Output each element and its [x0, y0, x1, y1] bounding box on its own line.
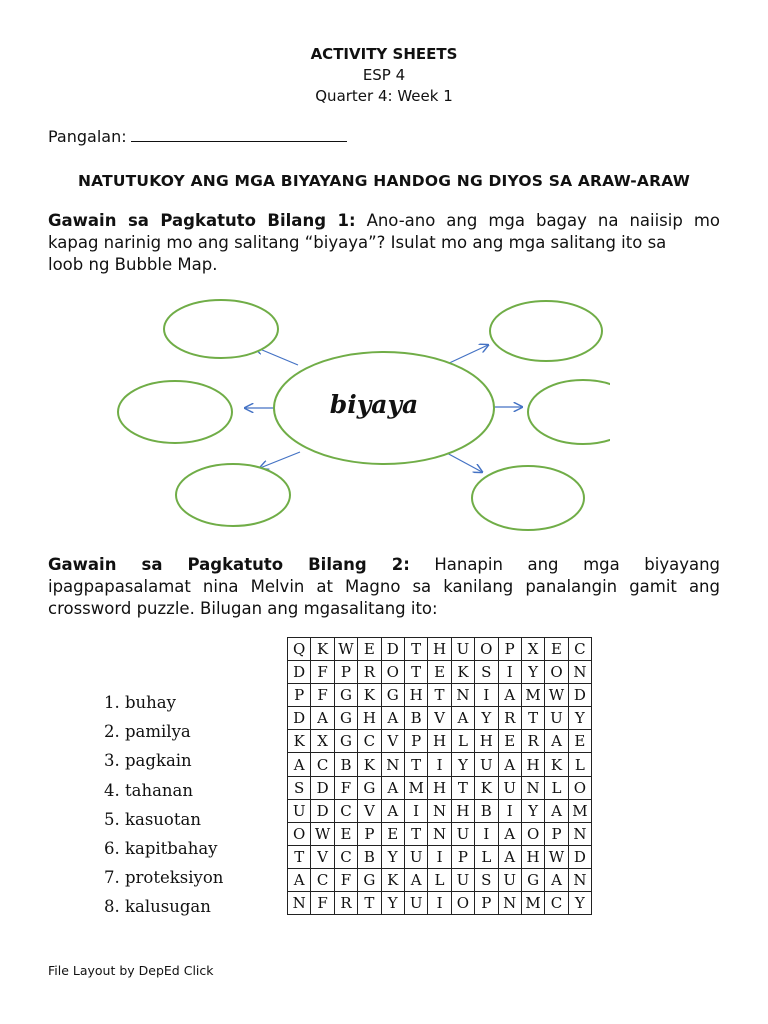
puzzle-letter[interactable]: S — [475, 661, 498, 684]
lesson-title: NATUTUKOY ANG MGA BIYAYANG HANDOG NG DIYOS SA ARAW-ARAW — [77, 172, 691, 190]
puzzle-letter[interactable]: G — [358, 776, 381, 799]
puzzle-letter[interactable]: L — [475, 845, 498, 868]
puzzle-letter[interactable]: K — [288, 730, 311, 753]
puzzle-letter[interactable]: L — [451, 730, 474, 753]
puzzle-letter[interactable]: K — [545, 753, 568, 776]
puzzle-letter[interactable]: V — [428, 707, 451, 730]
list-item: 1. buhay — [104, 693, 176, 712]
puzzle-letter[interactable]: K — [381, 868, 404, 891]
puzzle-letter[interactable]: E — [334, 822, 357, 845]
table-row — [288, 822, 592, 845]
puzzle-letter[interactable]: A — [288, 753, 311, 776]
puzzle-letter[interactable]: T — [288, 845, 311, 868]
table-row — [288, 799, 592, 822]
puzzle-letter[interactable]: N — [288, 892, 311, 915]
table-row — [288, 684, 592, 707]
puzzle-letter[interactable]: F — [334, 868, 357, 891]
puzzle-letter[interactable]: H — [404, 684, 427, 707]
puzzle-letter[interactable]: Y — [568, 707, 591, 730]
table-row — [288, 707, 592, 730]
puzzle-letter[interactable]: F — [311, 892, 334, 915]
puzzle-letter[interactable]: K — [451, 661, 474, 684]
puzzle-letter[interactable]: N — [498, 892, 521, 915]
puzzle-letter[interactable]: T — [428, 684, 451, 707]
activity1-text-line1: Ano-ano ang mga bagay na naiisip mo — [366, 211, 720, 230]
puzzle-letter[interactable]: F — [311, 661, 334, 684]
activity2-label: Gawain sa Pagkatuto Bilang 2 — [48, 555, 404, 574]
activity1-label: Gawain sa Pagkatuto Bilang 1 — [48, 211, 349, 230]
name-field-row — [48, 127, 347, 146]
puzzle-letter[interactable]: A — [498, 822, 521, 845]
puzzle-letter[interactable]: X — [311, 730, 334, 753]
sheet-subject: ESP 4 — [362, 66, 406, 84]
puzzle-letter[interactable]: P — [498, 638, 521, 661]
puzzle-letter[interactable]: G — [381, 684, 404, 707]
table-row — [288, 845, 592, 868]
puzzle-letter[interactable]: A — [451, 707, 474, 730]
name-blank-line — [131, 127, 347, 142]
puzzle-letter[interactable]: R — [334, 892, 357, 915]
puzzle-letter[interactable]: N — [428, 799, 451, 822]
puzzle-letter[interactable]: I — [498, 799, 521, 822]
puzzle-letter[interactable]: A — [498, 845, 521, 868]
puzzle-letter[interactable]: H — [428, 776, 451, 799]
puzzle-letter[interactable]: H — [451, 799, 474, 822]
puzzle-letter[interactable]: O — [568, 776, 591, 799]
word-list — [104, 688, 223, 922]
bubble-bottom-right — [472, 466, 584, 530]
puzzle-letter[interactable]: B — [404, 707, 427, 730]
puzzle-letter[interactable]: F — [311, 684, 334, 707]
puzzle-letter[interactable]: T — [404, 822, 427, 845]
puzzle-letter[interactable]: M — [521, 892, 544, 915]
document-header — [0, 44, 768, 107]
bubble-right — [528, 380, 610, 444]
puzzle-letter[interactable]: L — [428, 868, 451, 891]
table-row — [288, 776, 592, 799]
puzzle-letter[interactable]: U — [288, 799, 311, 822]
puzzle-letter[interactable]: C — [568, 638, 591, 661]
puzzle-letter[interactable]: T — [404, 638, 427, 661]
puzzle-letter[interactable]: U — [498, 868, 521, 891]
puzzle-letter[interactable]: Y — [521, 661, 544, 684]
puzzle-letter[interactable]: H — [358, 707, 381, 730]
sheet-title: ACTIVITY SHEETS — [310, 45, 458, 63]
puzzle-letter[interactable]: K — [358, 684, 381, 707]
puzzle-letter[interactable]: P — [358, 822, 381, 845]
puzzle-letter[interactable]: O — [475, 638, 498, 661]
puzzle-letter[interactable]: H — [521, 845, 544, 868]
puzzle-letter[interactable]: K — [311, 638, 334, 661]
puzzle-letter[interactable]: Y — [381, 845, 404, 868]
puzzle-letter[interactable]: K — [358, 753, 381, 776]
puzzle-letter[interactable]: Q — [288, 638, 311, 661]
puzzle-letter[interactable]: N — [428, 822, 451, 845]
puzzle-letter[interactable]: T — [358, 892, 381, 915]
puzzle-letter[interactable]: B — [334, 753, 357, 776]
puzzle-letter[interactable]: I — [404, 799, 427, 822]
puzzle-letter[interactable]: X — [521, 638, 544, 661]
activity1-text-line2: kapag narinig mo ang salitang “biyaya”? Isulat mo ang mga salitang ito sa — [48, 233, 667, 252]
puzzle-letter[interactable]: C — [334, 845, 357, 868]
puzzle-letter[interactable]: W — [311, 822, 334, 845]
puzzle-letter[interactable]: M — [521, 684, 544, 707]
puzzle-letter[interactable]: H — [475, 730, 498, 753]
puzzle-letter[interactable]: E — [381, 822, 404, 845]
puzzle-letter[interactable]: D — [288, 661, 311, 684]
puzzle-letter[interactable]: G — [334, 684, 357, 707]
puzzle-letter[interactable]: W — [545, 845, 568, 868]
puzzle-letter[interactable]: A — [288, 868, 311, 891]
puzzle-letter[interactable]: T — [404, 661, 427, 684]
bubble-top-right — [490, 301, 602, 361]
puzzle-letter[interactable]: K — [475, 776, 498, 799]
puzzle-letter[interactable]: B — [358, 845, 381, 868]
activity1-text-line3: loob ng Bubble Map. — [48, 255, 218, 274]
bubble-map — [110, 285, 610, 535]
name-label: Pangalan: — [48, 127, 127, 146]
puzzle-letter[interactable]: L — [568, 753, 591, 776]
puzzle-letter[interactable]: E — [545, 638, 568, 661]
puzzle-letter[interactable]: A — [311, 707, 334, 730]
arrow-top-right — [445, 345, 488, 365]
puzzle-letter[interactable]: M — [568, 799, 591, 822]
puzzle-letter[interactable]: G — [334, 707, 357, 730]
puzzle-letter[interactable]: S — [475, 868, 498, 891]
puzzle-letter[interactable]: P — [334, 661, 357, 684]
puzzle-letter[interactable]: H — [521, 753, 544, 776]
activity2-text-line3: crossword puzzle. Bilugan ang mgasalitang ito: — [48, 599, 438, 618]
puzzle-letter[interactable]: D — [311, 776, 334, 799]
list-item: 4. tahanan — [104, 780, 194, 800]
puzzle-letter[interactable]: A — [381, 707, 404, 730]
puzzle-letter[interactable]: E — [498, 730, 521, 753]
puzzle-letter[interactable]: U — [498, 776, 521, 799]
puzzle-letter[interactable]: T — [404, 753, 427, 776]
puzzle-letter[interactable]: Y — [475, 707, 498, 730]
puzzle-letter[interactable]: Y — [451, 753, 474, 776]
puzzle-letter[interactable]: F — [334, 776, 357, 799]
puzzle-letter[interactable]: A — [545, 868, 568, 891]
puzzle-letter[interactable]: I — [428, 845, 451, 868]
bubble-bottom-left — [176, 464, 290, 526]
list-item: 7. proteksiyon — [104, 868, 224, 888]
puzzle-letter[interactable]: Y — [381, 892, 404, 915]
puzzle-letter[interactable]: U — [451, 822, 474, 845]
puzzle-letter[interactable]: I — [475, 684, 498, 707]
bubble-top-left — [164, 300, 278, 358]
puzzle-letter[interactable]: U — [545, 707, 568, 730]
puzzle-letter[interactable]: P — [404, 730, 427, 753]
word-search-grid — [287, 637, 592, 915]
puzzle-letter[interactable]: N — [381, 753, 404, 776]
puzzle-letter[interactable]: U — [451, 638, 474, 661]
puzzle-letter[interactable]: D — [288, 707, 311, 730]
puzzle-letter[interactable]: G — [521, 868, 544, 891]
puzzle-letter[interactable]: C — [311, 868, 334, 891]
list-item: 6. kapitbahay — [104, 838, 218, 858]
puzzle-letter[interactable]: T — [451, 776, 474, 799]
puzzle-letter[interactable]: D — [381, 638, 404, 661]
list-item: 3. pagkain — [104, 751, 192, 771]
arrow-bottom-left — [260, 452, 300, 468]
activity1-paragraph — [48, 210, 720, 276]
puzzle-letter[interactable]: P — [545, 822, 568, 845]
puzzle-letter[interactable]: G — [334, 730, 357, 753]
puzzle-letter[interactable]: H — [428, 730, 451, 753]
puzzle-letter[interactable]: G — [358, 868, 381, 891]
center-word: biyaya — [329, 390, 419, 419]
puzzle-letter[interactable]: V — [311, 845, 334, 868]
table-row — [288, 638, 592, 661]
bubble-left — [118, 381, 232, 443]
puzzle-letter[interactable]: I — [428, 892, 451, 915]
puzzle-letter[interactable]: U — [475, 753, 498, 776]
footer-credit: File Layout by DepEd Click — [48, 963, 214, 978]
table-row — [288, 661, 592, 684]
puzzle-letter[interactable]: M — [404, 776, 427, 799]
puzzle-letter[interactable]: A — [498, 684, 521, 707]
puzzle-letter[interactable]: R — [498, 707, 521, 730]
puzzle-letter[interactable]: U — [404, 892, 427, 915]
puzzle-letter[interactable]: E — [428, 661, 451, 684]
puzzle-letter[interactable]: E — [568, 730, 591, 753]
arrow-bottom-right — [445, 452, 482, 472]
puzzle-letter[interactable]: A — [545, 730, 568, 753]
puzzle-letter[interactable]: H — [428, 638, 451, 661]
puzzle-letter[interactable]: N — [568, 822, 591, 845]
puzzle-letter[interactable]: A — [498, 753, 521, 776]
puzzle-letter[interactable]: E — [358, 638, 381, 661]
table-row — [288, 868, 592, 891]
puzzle-letter[interactable]: Y — [521, 799, 544, 822]
puzzle-letter[interactable]: I — [475, 822, 498, 845]
activity2-text-line2: ipagpapasalamat nina Melvin at Magno sa kanilang panalangin gamit ang — [48, 577, 720, 596]
puzzle-letter[interactable]: U — [404, 845, 427, 868]
puzzle-letter[interactable]: N — [451, 684, 474, 707]
puzzle-letter[interactable]: O — [451, 892, 474, 915]
puzzle-letter[interactable]: L — [545, 776, 568, 799]
list-item: 5. kasuotan — [104, 809, 201, 829]
puzzle-letter[interactable]: R — [358, 661, 381, 684]
puzzle-letter[interactable]: O — [381, 661, 404, 684]
puzzle-letter[interactable]: S — [288, 776, 311, 799]
puzzle-letter[interactable]: U — [451, 868, 474, 891]
puzzle-letter[interactable]: Y — [568, 892, 591, 915]
activity1-line1: Gawain sa Pagkatuto Bilang 1: Ano-ano ang mga bagay na naiisip mo — [48, 211, 720, 230]
puzzle-letter[interactable]: P — [451, 845, 474, 868]
puzzle-letter[interactable]: C — [358, 730, 381, 753]
puzzle-letter[interactable]: N — [521, 776, 544, 799]
table-row — [288, 892, 592, 915]
puzzle-letter[interactable]: C — [334, 799, 357, 822]
puzzle-letter[interactable]: B — [475, 799, 498, 822]
list-item: 2. pamilya — [104, 722, 191, 742]
puzzle-letter[interactable]: A — [404, 868, 427, 891]
table-row — [288, 753, 592, 776]
puzzle-letter[interactable]: D — [568, 684, 591, 707]
puzzle-letter[interactable]: N — [568, 661, 591, 684]
table-row — [288, 730, 592, 753]
puzzle-letter[interactable]: P — [288, 684, 311, 707]
sheet-period: Quarter 4: Week 1 — [315, 87, 453, 105]
puzzle-letter[interactable]: I — [498, 661, 521, 684]
puzzle-letter[interactable]: I — [428, 753, 451, 776]
puzzle-letter[interactable]: W — [545, 684, 568, 707]
puzzle-letter[interactable]: T — [521, 707, 544, 730]
puzzle-letter[interactable]: C — [311, 753, 334, 776]
puzzle-letter[interactable]: D — [311, 799, 334, 822]
puzzle-letter[interactable]: N — [568, 868, 591, 891]
puzzle-letter[interactable]: O — [288, 822, 311, 845]
activity2-line1: Gawain sa Pagkatuto Bilang 2: Hanapin ang mga biyayang — [48, 555, 720, 574]
puzzle-letter[interactable]: A — [381, 799, 404, 822]
activity2-paragraph — [48, 554, 720, 620]
puzzle-letter[interactable]: O — [521, 822, 544, 845]
list-item: 8. kalusugan — [104, 897, 211, 917]
puzzle-letter[interactable]: A — [545, 799, 568, 822]
puzzle-letter[interactable]: O — [545, 661, 568, 684]
activity2-text-line1: Hanapin ang mga biyayang — [434, 555, 720, 574]
puzzle-letter[interactable]: V — [381, 730, 404, 753]
puzzle-letter[interactable]: R — [521, 730, 544, 753]
puzzle-letter[interactable]: C — [545, 892, 568, 915]
puzzle-letter[interactable]: W — [334, 638, 357, 661]
puzzle-letter[interactable]: A — [381, 776, 404, 799]
puzzle-letter[interactable]: D — [568, 845, 591, 868]
puzzle-letter[interactable]: V — [358, 799, 381, 822]
puzzle-letter[interactable]: P — [475, 892, 498, 915]
